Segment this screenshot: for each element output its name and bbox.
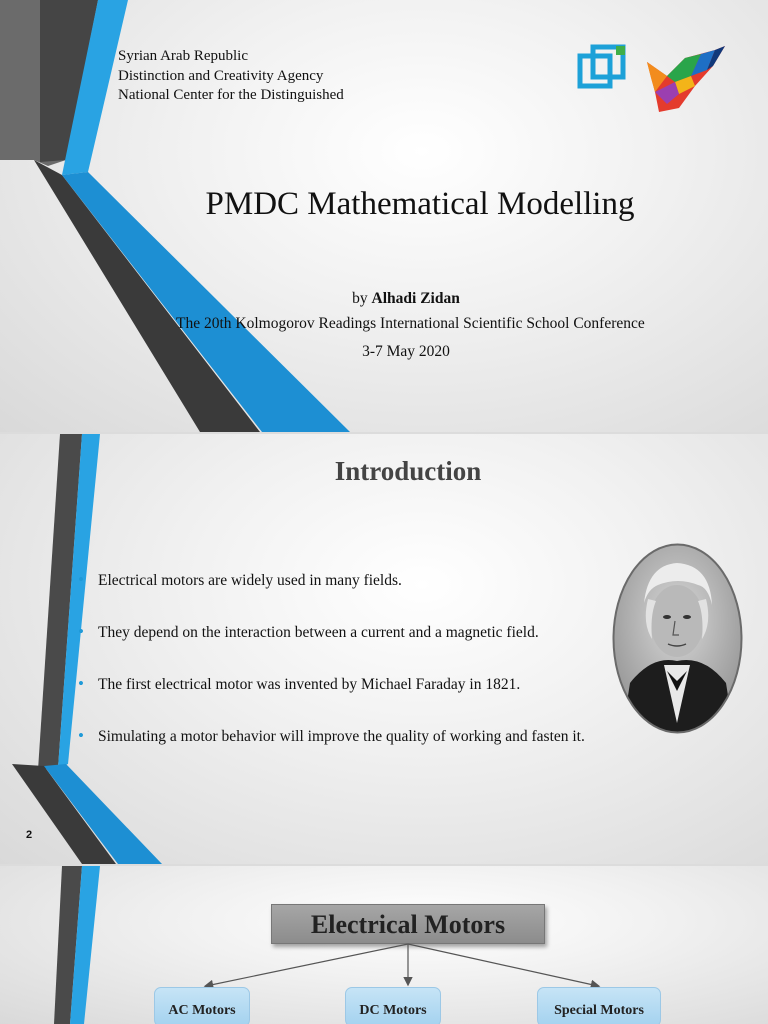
- special-motors-box: Special Motors: [537, 987, 661, 1024]
- list-item: [78, 676, 585, 728]
- ncd-logo-icon: [580, 46, 625, 86]
- presentation-title: PMDC Mathematical Modelling: [205, 186, 635, 222]
- org-line: Distinction and Creativity Agency: [118, 67, 324, 84]
- title-slide: [0, 0, 768, 432]
- faraday-portrait: [612, 543, 743, 734]
- by-prefix: by: [352, 290, 368, 307]
- author-name: Alhadi Zidan: [371, 290, 460, 307]
- page-number: 2: [26, 829, 33, 841]
- introduction-slide: [0, 434, 768, 864]
- org-line: National Center for the Distinguished: [118, 87, 344, 103]
- bullet-list: [78, 572, 585, 780]
- electrical-motors-slide: [0, 866, 768, 1024]
- org-line: Syrian Arab Republic: [118, 48, 248, 64]
- ac-motors-box: AC Motors: [154, 987, 250, 1024]
- bullet-dot-icon: •: [78, 570, 84, 589]
- organization-lines: [118, 47, 344, 106]
- bullet-text: Electrical motors are widely used in many fields.: [98, 572, 402, 589]
- bullet-dot-icon: •: [78, 726, 84, 745]
- logos: [575, 42, 735, 117]
- bullet-text: They depend on the interaction between a current and a magnetic field.: [98, 624, 539, 641]
- puzzle-bird-logo-icon: [647, 46, 725, 112]
- byline: [0, 290, 768, 308]
- bullet-dot-icon: •: [78, 622, 84, 641]
- list-item: [78, 572, 585, 624]
- dc-motors-box: DC Motors: [345, 987, 441, 1024]
- list-item: [78, 728, 585, 780]
- slide-title: Introduction: [334, 456, 482, 486]
- list-item: [78, 624, 585, 676]
- bullet-text: The first electrical motor was invented by Michael Faraday in 1821.: [98, 676, 521, 693]
- conference-date: 3-7 May 2020: [362, 343, 450, 360]
- motors-title: Electrical Motors: [271, 904, 545, 944]
- conference-name: The 20th Kolmogorov Readings International Scientific School Conference: [176, 315, 645, 332]
- bullet-text: Simulating a motor behavior will improve the quality of working and fasten it.: [98, 728, 585, 745]
- bullet-dot-icon: •: [78, 674, 84, 693]
